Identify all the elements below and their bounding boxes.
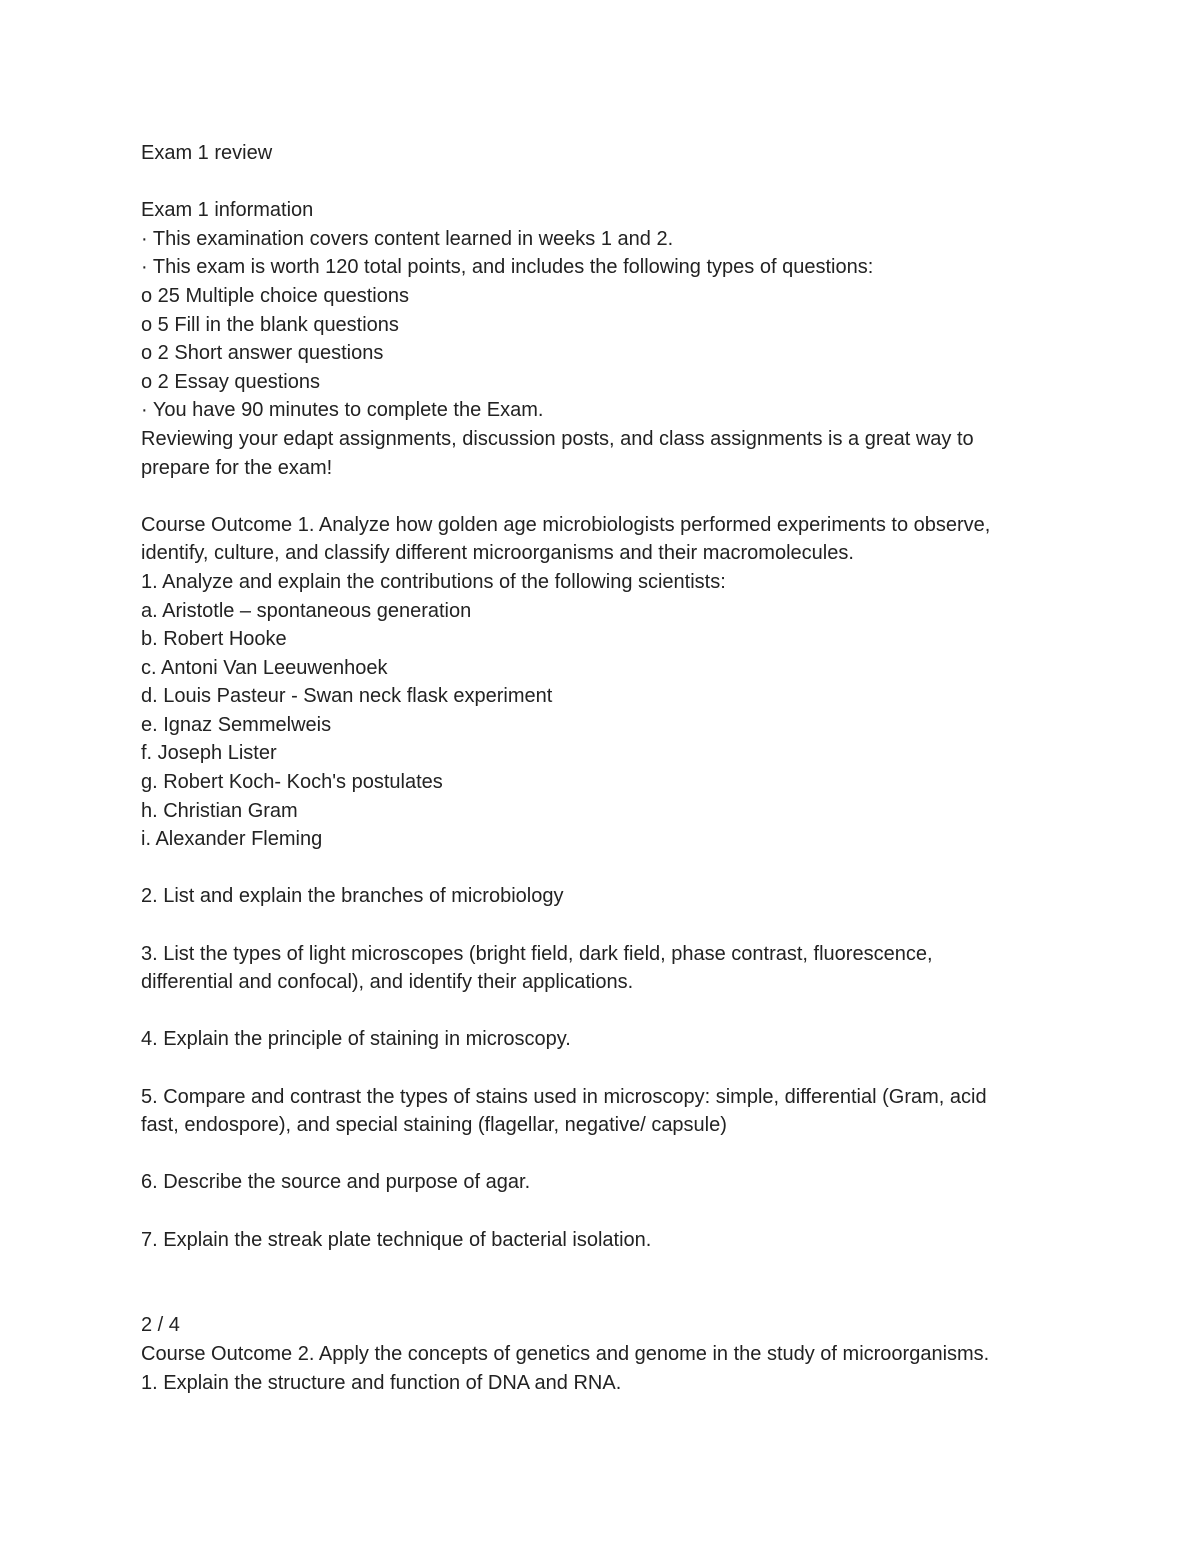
outcome1-heading: identify, culture, and classify different microorganisms and their macromolecules. — [141, 542, 854, 565]
outcome1-question-5: fast, endospore), and special staining (flagellar, negative/ capsule) — [141, 1114, 727, 1137]
scientist-item: e. Ignaz Semmelweis — [141, 713, 332, 736]
outcome2-question-1: 1. Explain the structure and function of DNA and RNA. — [141, 1371, 622, 1394]
spacer — [141, 1054, 1081, 1083]
scientist-item: i. Alexander Fleming — [141, 828, 323, 851]
spacer — [141, 1197, 1081, 1226]
question-type-item: o 2 Essay questions — [141, 370, 320, 393]
outcome1-question-7: 7. Explain the streak plate technique of bacterial isolation. — [141, 1228, 652, 1251]
scientist-item: c. Antoni Van Leeuwenhoek — [141, 656, 388, 679]
spacer — [141, 854, 1081, 883]
page-marker: 2 / 4 — [141, 1314, 180, 1337]
outcome1-question-3: 3. List the types of light microscopes (bright field, dark field, phase contrast, fluorescence, — [141, 942, 933, 965]
scientist-item: b. Robert Hooke — [141, 628, 287, 651]
review-tip: Reviewing your edapt assignments, discussion posts, and class assignments is a great way to — [141, 427, 974, 450]
outcome1-question-1: 1. Analyze and explain the contributions of the following scientists: — [141, 570, 726, 593]
outcome1-question-2: 2. List and explain the branches of microbiology — [141, 885, 564, 908]
document-title: Exam 1 review — [141, 142, 273, 164]
spacer — [141, 997, 1081, 1026]
outcome1-question-6: 6. Describe the source and purpose of agar. — [141, 1171, 531, 1194]
document-body — [141, 139, 1081, 1397]
scientist-item: h. Christian Gram — [141, 799, 298, 822]
scientist-item: f. Joseph Lister — [141, 742, 277, 765]
outcome1-question-3: differential and confocal), and identify their applications. — [141, 971, 634, 994]
scientist-item: d. Louis Pasteur - Swan neck flask experiment — [141, 685, 553, 708]
outcome1-heading: Course Outcome 1. Analyze how golden age microbiologists performed experiments to observe, — [141, 513, 991, 536]
outcome1-question-4: 4. Explain the principle of staining in microscopy. — [141, 1028, 571, 1051]
question-type-item: o 5 Fill in the blank questions — [141, 313, 399, 336]
info-heading: Exam 1 information — [141, 199, 314, 222]
spacer — [141, 911, 1081, 940]
outcome2-heading: Course Outcome 2. Apply the concepts of genetics and genome in the study of microorganisms. — [141, 1342, 990, 1365]
question-type-item: o 25 Multiple choice questions — [141, 284, 409, 307]
spacer — [141, 1254, 1081, 1311]
review-tip: prepare for the exam! — [141, 456, 333, 479]
info-bullet: · You have 90 minutes to complete the Exam. — [141, 399, 544, 422]
spacer — [141, 482, 1081, 511]
spacer — [141, 168, 1081, 197]
outcome1-question-5: 5. Compare and contrast the types of stains used in microscopy: simple, differential (Gram, acid — [141, 1085, 987, 1108]
info-bullet: · This examination covers content learned in weeks 1 and 2. — [141, 227, 674, 250]
scientist-item: g. Robert Koch- Koch's postulates — [141, 771, 443, 794]
scientist-item: a. Aristotle – spontaneous generation — [141, 599, 472, 622]
info-bullet: · This exam is worth 120 total points, and includes the following types of questions: — [141, 256, 874, 279]
question-type-item: o 2 Short answer questions — [141, 342, 384, 365]
spacer — [141, 1140, 1081, 1169]
